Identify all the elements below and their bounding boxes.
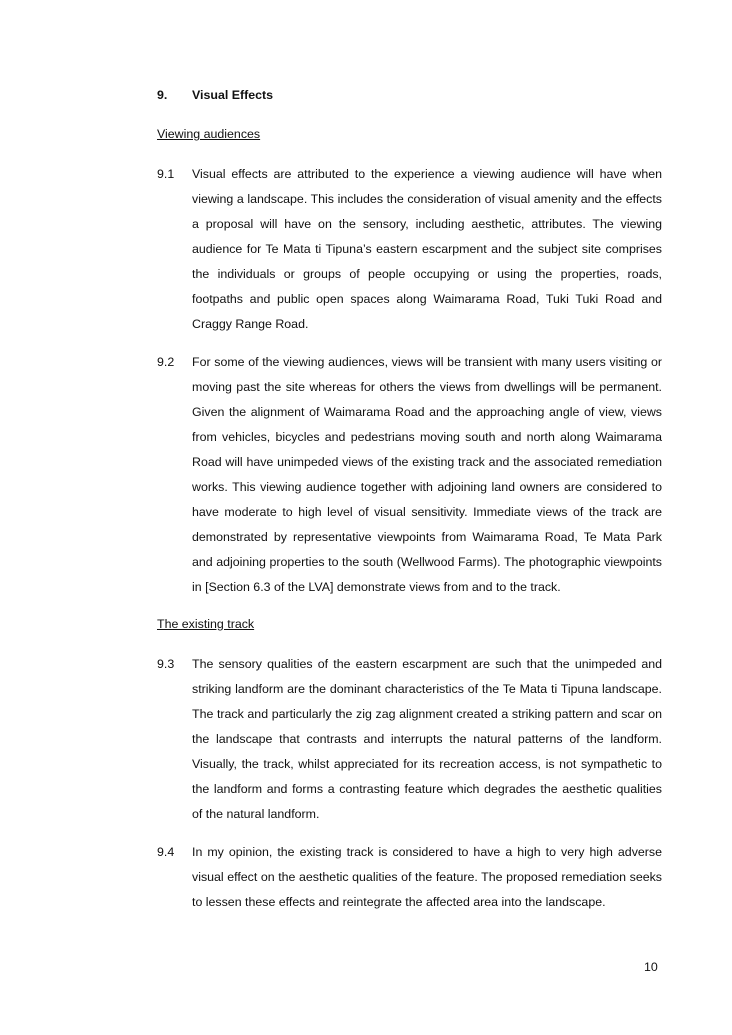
section-heading: [157, 88, 273, 102]
paragraph-text: In my opinion, the existing track is considered to have a high to very high adverse visual effect on the aesthetic qualities of the feature. The proposed remediation seeks to lessen these effects and reintegrate the affected area into the landscape.: [192, 845, 662, 909]
subheading-viewing-audiences: Viewing audiences: [157, 127, 261, 141]
paragraph-number: 9.2: [157, 355, 175, 369]
paragraph-text: Visual effects are attributed to the experience a viewing audience will have when viewing a landscape. This includes the consideration of visual amenity and the effects a proposal will have on the sensory, including aesthetic, attributes. The viewing audience for Te Mata ti Tipuna’s eastern escarpment and the subject site comprises the individuals or groups of people occupying or using the properties, roads, footpaths and public open spaces along Waimarama Road, Tuki Tuki Road and Craggy Range Road.: [192, 167, 662, 331]
paragraph-9-1: [157, 162, 662, 337]
paragraph-text: The sensory qualities of the eastern escarpment are such that the unimpeded and striking landform are the dominant characteristics of the Te Mata ti Tipuna landscape. The track and particularly the zig zag alignment created a striking pattern and scar on the landscape that contrasts and interrupts the natural patterns of the landform. Visually, the track, whilst appreciated for its recreation access, is not sympathetic to the landform and forms a contrasting feature which degrades the aesthetic qualities of the natural landform.: [192, 657, 662, 821]
paragraph-9-2: [157, 350, 662, 600]
section-number: 9.: [157, 88, 168, 102]
subheading-existing-track: The existing track: [157, 617, 255, 631]
section-title: Visual Effects: [192, 88, 274, 102]
paragraph-9-3: [157, 652, 662, 827]
paragraph-9-4: [157, 840, 662, 915]
paragraph-text: For some of the viewing audiences, views will be transient with many users visiting or moving past the site whereas for others the views from dwellings will be permanent. Given the alignment of Waimarama Road and the approaching angle of view, views from vehicles, bicycles and pedestrians moving south and north along Waimarama Road will have unimpeded views of the existing track and the associated remediation works. This viewing audience together with adjoining land owners are considered to have moderate to high level of visual sensitivity. Immediate views of the track are demonstrated by representative viewpoints from Waimarama Road, Te Mata Park and adjoining properties to the south (Wellwood Farms). The photographic viewpoints in [Section 6.3 of the LVA] demonstrate views from and to the track.: [192, 355, 662, 594]
paragraph-number: 9.4: [157, 845, 175, 859]
paragraph-number: 9.1: [157, 167, 175, 181]
page-number: 10: [644, 960, 658, 974]
paragraph-number: 9.3: [157, 657, 175, 671]
